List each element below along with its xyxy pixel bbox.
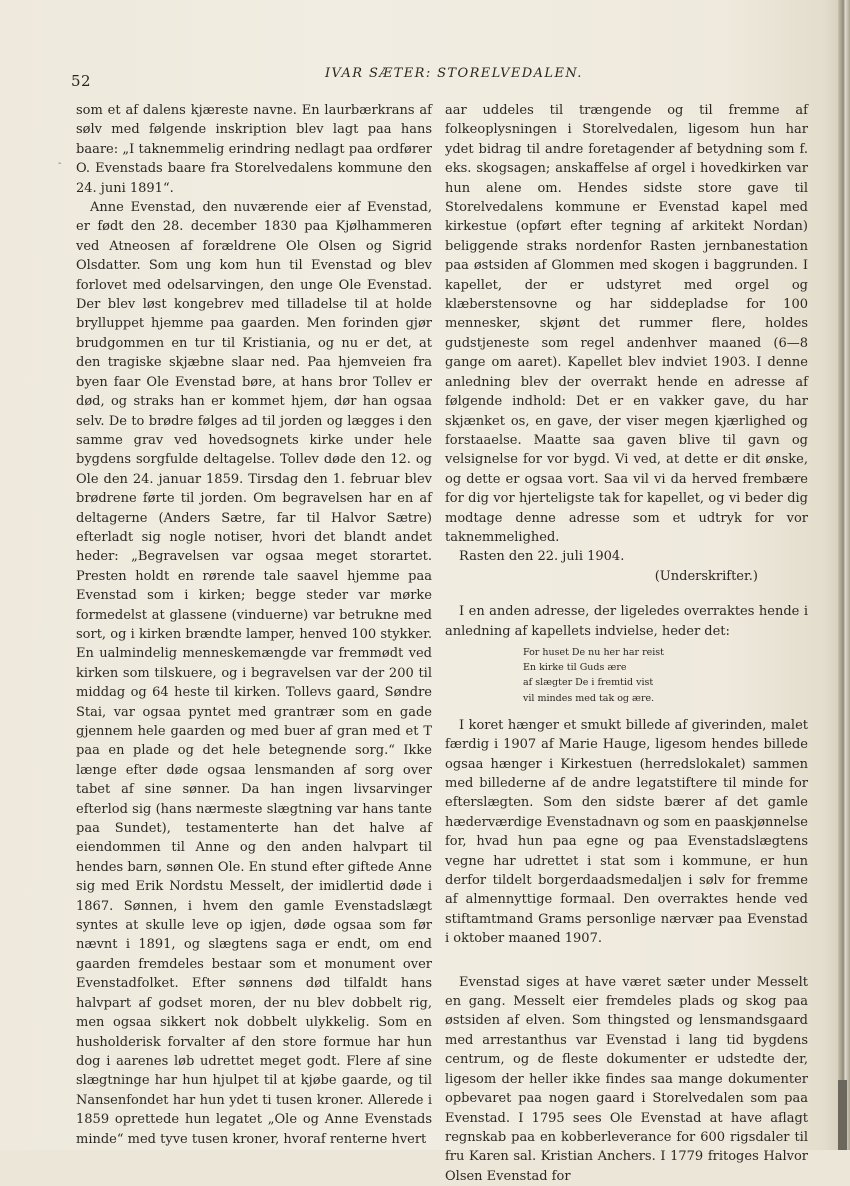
poem-line: For huset De nu her har reist [523,646,664,658]
margin-mark: - [58,158,62,169]
page-number: 52 [71,72,92,90]
left-column [76,101,432,1149]
right-paragraph-2: I en anden adresse, der ligeledes overraktes hende i anledning af kapellets indvielse, heder det: [445,604,808,639]
poem-line: En kirke til Guds ære [523,662,627,674]
left-paragraph-2: Anne Evenstad, den nuværende eier af Evenstad, er født den 28. december 1830 paa Kjølhammeren ved Atneosen af forældrene Ole Olsen og Sigrid Olsdatter. Som ung kom hun til Evenstad og blev forlovet med odelsarvingen, den unge Ole Evenstad. Der blev løst kongebrev med tilladelse til at holde brylluppet hjemme paa gaarden. Men forinden gjør brudgommen en tur til Kristiania, og nu er det, at den tragiske skjæbne slaar ned. Paa hjemveien fra byen faar Ole Evenstad børe, at hans bror Tollev er død, og straks han er kommet hjem, dør han ogsaa selv. De to brødre følges ad til jorden og lægges i den samme grav ved hovedsognets kirke under hele bygdens sorgfulde deltagelse. Tollev døde den 12. og Ole den 24. januar 1859. Tirsdag den 1. februar blev brødrene førte til jorden. Om begravelsen har en af deltagerne (Anders Sætre, far til Halvor Sætre) efterladt sig nogle notiser, hvori det blandt andet heder: „Begravelsen var ogsaa meget storartet. Presten holdt en rørende tale saavel hjemme paa Evenstad som i kirken; begge steder var mørke formedelst at glassene (vinduerne) var betrukne med sort, og i kirken brændte lamper, henved 100 stykker. En ualmindelig menneskemængde var fremmødt ved kirken som tilskuere, og i begravelsen var der 200 til middag og 64 heste til kirken. Tollevs gaard, Søndre Stai, var ogsaa pyntet med grantrær som en gade gjennem hele gaarden og med buer af gran med et T paa en plade og det hele betegnende sorg.“ Ikke længe efter døde ogsaa lensmanden af sorg over tabet af sine sønner. Da han ingen livsarvinger efterlod sig (hans nærmeste slægtning var hans tante paa Sundet), testamenterte han det halve af eiendommen til Anne og den anden halvpart til hendes barn, sønnen Ole. En stund efter giftede Anne sig med Erik Nordstu Messelt, der imidlertid døde i 1867. Sønnen, i hvem den gamle Evenstadslægt syntes at skulle leve op igjen, døde ogsaa som før nævnt i 1891, og slægtens saga er endt, om end gaarden fremdeles bestaar som et monument over Evenstadfolket. Efter sønnens død tilfaldt hans halvpart af godset moren, der nu blev dobbelt rig, men ogsaa sikkert nok dobbelt ulykkelig. Som en husholderisk forvalter af den store formue har hun dog i aarenes løb udrettet meget godt. Flere af sine slægtninge har hun hjulpet til at kjøbe gaarde, og til Nansenfondet har hun ydet ti tusen kroner. Allerede i 1859 oprettede hun legatet „Ole og Anne Evenstads minde“ med tyve tusen kroner, hvoraf renterne hvert [76,200,432,1147]
right-paragraph-3: I koret hænger et smukt billede af giverinden, malet færdig i 1907 af Marie Hauge, ligesom hendes billede ogsaa hænger i Kirkestuen (herredslokalet) sammen med billederne af de andre legatstiftere til minde for efterslægten. Som den sidste bærer af det gamle hæderværdige Evenstadnavn og som en paaskjønnelse for, hvad hun paa egne og paa Evenstadslægtens vegne har udrettet i stat som i kommune, er hun derfor tildelt borgerdaadsmedaljen i sølv for fremme af almennyttige formaal. Den overraktes hende ved stiftamtmand Grams personlige nærvær paa Evenstad i oktober maaned 1907. [445,717,808,947]
page-edge [838,0,850,1150]
left-paragraph-1: som et af dalens kjæreste navne. En laurbærkrans af sølv med følgende inskription blev lagt paa hans baare: „I taknemmelig erindring nedlagt paa ordfører O. Evenstads baare fra Storelvedalens kommune den 24. juni 1891“. [76,103,432,196]
poem-block [445,645,808,706]
right-paragraph-1: aar uddeles til trængende og til fremme af folkeoplysningen i Storelvedalen, ligesom hun har ydet bidrag til andre foretagender af betydning som f. eks. skogsagen; anskaffelse af orgel i hovedkirken var hun alene om. Hendes sidste store gave til Storelvedalens kommune er Evenstad kapel med kirkestue (opført efter tegning af arkitekt Nordan) beliggende straks nordenfor Rasten jernbanestation paa østsiden af Glommen med skogen i baggrunden. I kapellet, der er udstyret med orgel og klæberstensovne og har siddepladse for 100 mennesker, skjønt det rummer flere, holdes gudstjeneste som regel andenhver maaned (6—8 gange om aaret). Kapellet blev indviet 1903. I denne anledning blev der overrakt hende en adresse af følgende indhold: Det er en vakker gave, du har skjænket os, en gave, der viser megen kjærlighed og forstaaelse. Maatte saa gaven blive til gavn og velsignelse for vor bygd. Vi ved, at dette er dit ønske, og dette er ogsaa vort. Saa vil vi da herved frembære for dig vor hjerteligste tak for kapellet, og vi beder dig modtage denne adresse som et udtryk for vor taknemmelighed. [445,103,808,545]
signatures-line: (Underskrifter.) [654,568,758,584]
poem-line: af slægter De i fremtid vist [523,677,654,689]
running-head: IVAR SÆTER: STORELVEDALEN. [325,66,583,81]
right-paragraph-4: Evenstad siges at have været sæter under Messelt en gang. Messelt eier fremdeles plads og skog paa østsiden af elven. Som thingsted og lensmandsgaard med arrestanthus var Evenstad i lang tid bygdens centrum, og de fleste dokumenter er udstedte der, ligesom der heller ikke findes saa mange dokumenter opbevaret paa nogen gaard i Storelvedalen som paa Evenstad. I 1795 sees Ole Evenstad at have aflagt regnskab paa en kobberleverance for 600 rigsdaler til fru Karen sal. Kristian Anchers. I 1779 fritoges Halvor Olsen Evenstad for [445,974,808,1184]
place-date-line: Rasten den 22. juli 1904. [459,549,625,565]
poem-line: vil mindes med tak og ære. [523,692,655,704]
right-column [445,101,808,1186]
page-edge-shadow [838,1080,847,1150]
